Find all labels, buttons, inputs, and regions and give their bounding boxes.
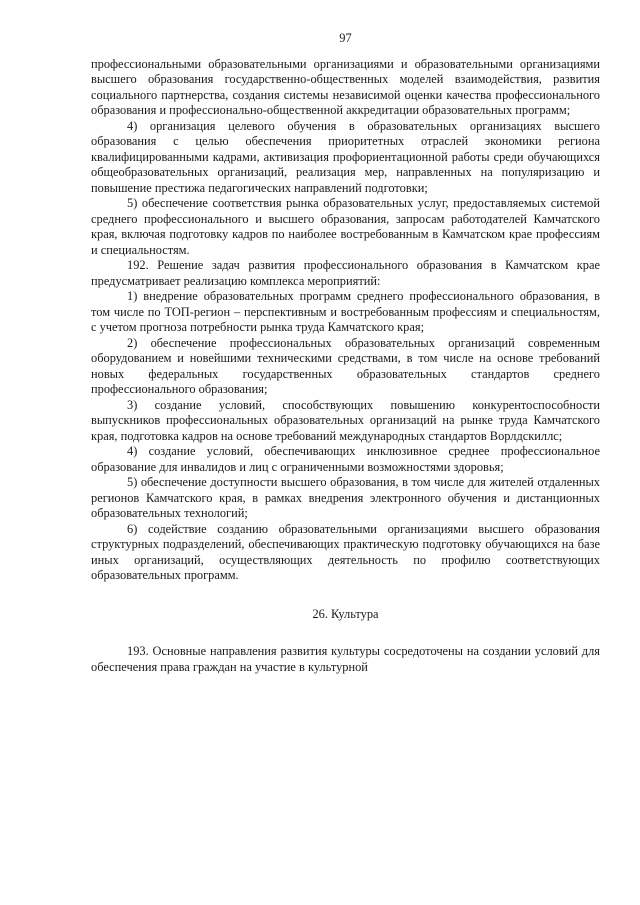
paragraph: 2) обеспечение профессиональных образовательных организаций современным оборудованием и новейшими техническими средствами, в том числе на основе требований новых федеральных государственных образовательных стандартов среднего профессионального образования; (91, 335, 600, 396)
paragraph: 5) обеспечение соответствия рынка образовательных услуг, предоставляемых системой среднего профессионального и высшего образования, запросам работодателей Камчатского края, включая подготовку кадров по наиболее востребованным в Камчатском крае профессиям и специальностям. (91, 196, 600, 257)
paragraph: 192. Решение задач развития профессионального образования в Камчатском крае предусматривает реализацию комплекса мероприятий: (91, 258, 600, 288)
paragraph: 4) создание условий, обеспечивающих инклюзивное среднее профессиональное образование для инвалидов и лиц с ограниченными возможностями здоровья; (91, 444, 600, 474)
page-number: 97 (339, 31, 352, 45)
paragraph: 4) организация целевого обучения в образовательных организациях высшего образования с целью обеспечения приоритетных отраслей экономики региона квалифицированными кадрами, активизация профориентационной работы среди обучающихся общеобразовательных организаций, реализация мер, направленных на популяризацию и повышение престижа педагогических направлений подготовки; (91, 118, 600, 195)
paragraph: 5) обеспечение доступности высшего образования, в том числе для жителей отдаленных регионов Камчатского края, в рамках внедрения электронного обучения и дистанционных образовательных технологий; (91, 475, 600, 520)
paragraph: профессиональными образовательными организациями и образовательными организациями высшего образования государственно-общественных моделей взаимодействия, развития социального партнерства, создания системы независимой оценки качества профессионального образования и профессионально-общественной аккредитации образовательных программ; (91, 56, 600, 117)
paragraph: 6) содействие созданию образовательными организациями высшего образования структурных подразделений, обеспечивающих практическую подготовку обучающихся на базе иных организаций, осуществляющих деятельность по профилю соответствующих образовательных программ. (91, 521, 600, 582)
paragraph: 3) создание условий, способствующих повышению конкурентоспособности выпускников профессиональных образовательных организаций на рынке труда Камчатского края, подготовка кадров на основе требований международных стандартов Ворлдскиллс; (91, 397, 600, 443)
paragraph: 1) внедрение образовательных программ среднего профессионального образования, в том числе по ТОП-регион – перспективным и востребованным профессиям и специальностям, с учетом прогноза потребности рынка труда Камчатского края; (91, 289, 600, 334)
section-heading: 26. Культура (312, 606, 379, 621)
paragraph: 193. Основные направления развития культуры сосредоточены на создании условий для обеспечения права граждан на участие в культурной (91, 644, 600, 674)
